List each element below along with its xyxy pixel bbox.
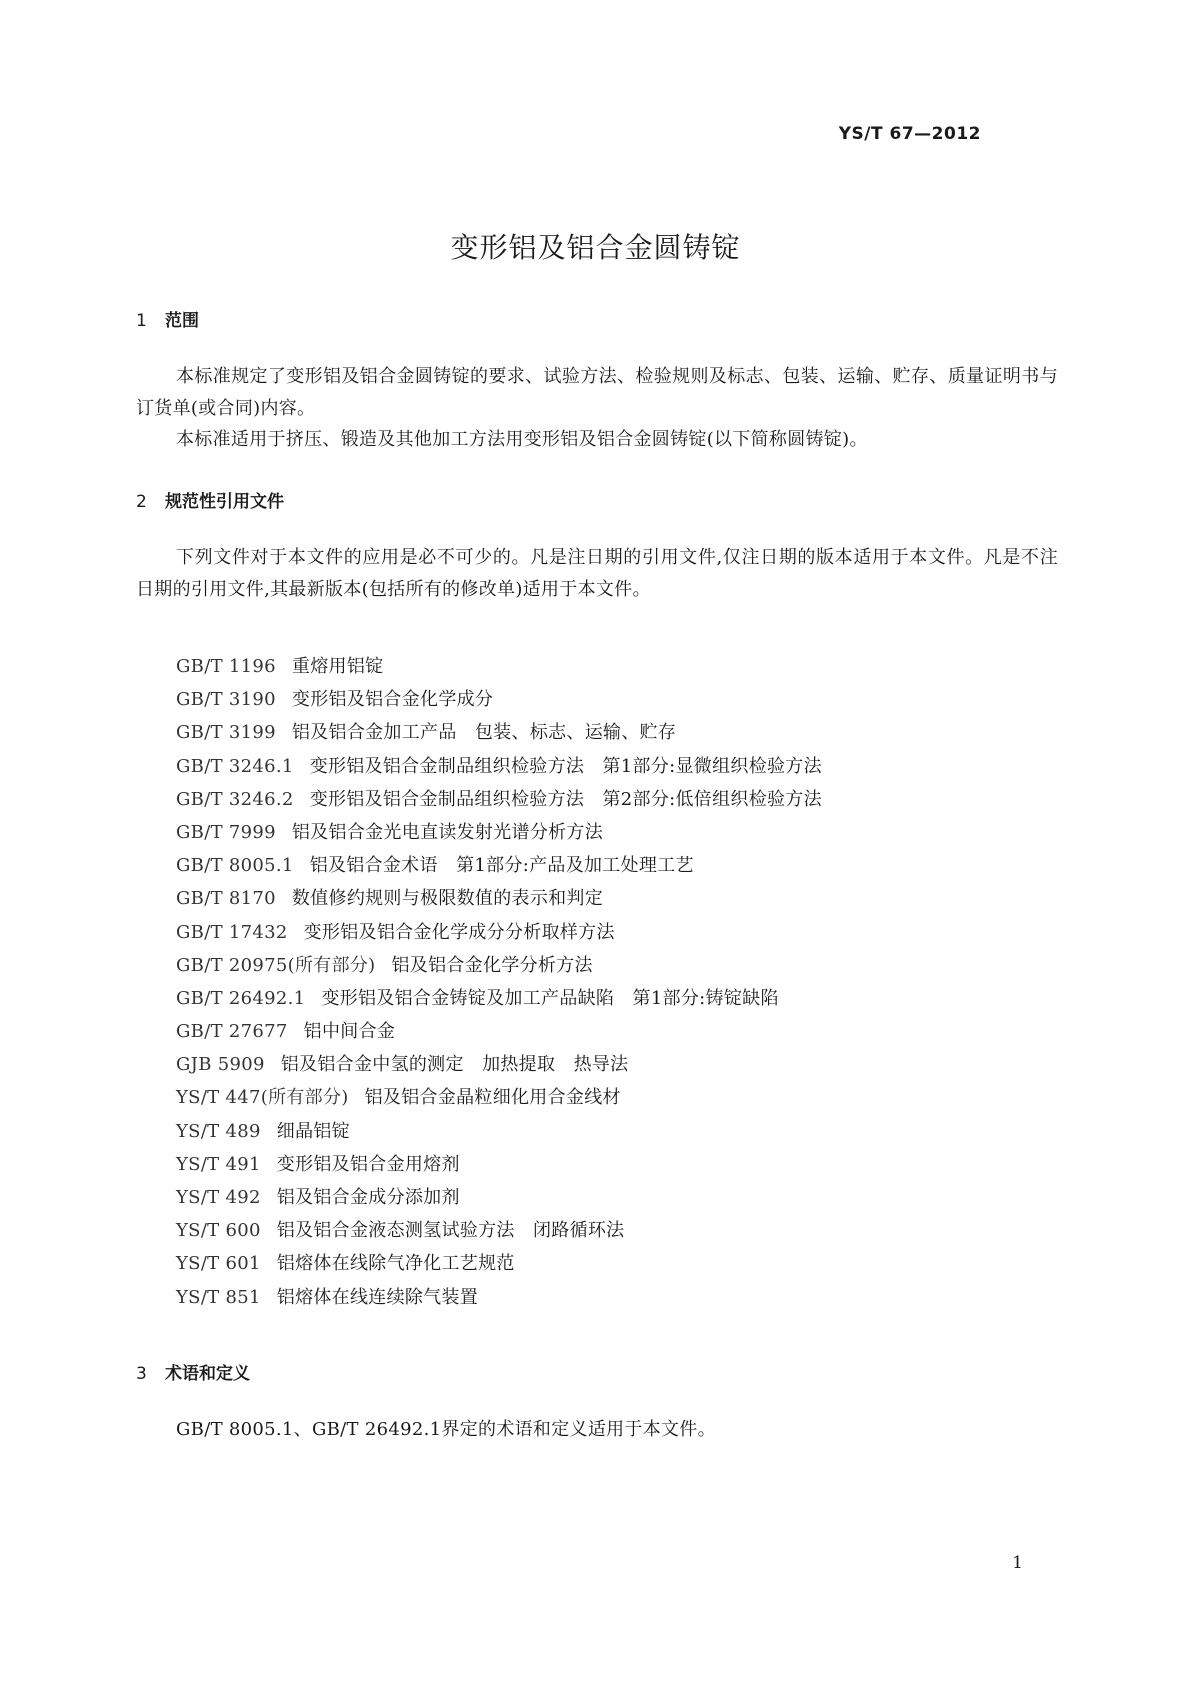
paragraph: 本标准适用于挤压、锻造及其他加工方法用变形铝及铝合金圆铸锭(以下简称圆铸锭)。 xyxy=(176,429,868,450)
reference-code: GB/T 17432 xyxy=(176,921,288,943)
reference-item xyxy=(176,750,822,783)
reference-title: 铝及铝合金加工产品 包装、标志、运输、贮存 xyxy=(291,722,677,744)
reference-code: YS/T 492 xyxy=(176,1187,261,1208)
standard-code: YS/T 67—2012 xyxy=(838,124,981,144)
reference-title: 变形铝及铝合金制品组织检验方法 第2部分:低倍组织检验方法 xyxy=(309,788,822,810)
section-1-heading xyxy=(136,306,199,331)
paragraph: 本标准规定了变形铝及铝合金圆铸锭的要求、试验方法、检验规则及标志、包装、运输、贮存、质量证明书与订货单(或合同)内容。 xyxy=(136,366,1058,419)
reference-item xyxy=(176,683,822,716)
reference-code: YS/T 601 xyxy=(176,1253,261,1275)
reference-item xyxy=(176,1281,822,1314)
reference-title: 铝及铝合金光电直读发射光谱分析方法 xyxy=(291,821,604,843)
reference-title: 铝及铝合金中氢的测定 加热提取 热导法 xyxy=(280,1054,629,1076)
reference-code: GB/T 3246.1 xyxy=(176,755,294,777)
reference-title: 变形铝及铝合金用熔剂 xyxy=(276,1153,460,1175)
reference-title: 铝及铝合金化学分析方法 xyxy=(391,954,593,976)
reference-item xyxy=(176,1115,822,1148)
paragraph: 下列文件对于本文件的应用是必不可少的。凡是注日期的引用文件,仅注日期的版本适用于本文件。凡是不注日期的引用文件,其最新版本(包括所有的修改单)适用于本文件。 xyxy=(136,547,1058,600)
reference-code: GB/T 26492.1 xyxy=(176,987,306,1009)
reference-title: 铝及铝合金成分添加剂 xyxy=(276,1187,460,1208)
reference-code: GB/T 7999 xyxy=(176,821,276,843)
reference-item xyxy=(176,716,822,749)
reference-code: GB/T 8005.1 xyxy=(176,855,294,877)
reference-item xyxy=(176,949,822,982)
section-number: 1 xyxy=(136,311,147,331)
reference-title: 铝中间合金 xyxy=(303,1021,396,1043)
reference-title: 重熔用铝锭 xyxy=(291,656,384,677)
section-title: 规范性引用文件 xyxy=(165,492,284,512)
reference-title: 铝及铝合金晶粒细化用合金线材 xyxy=(364,1087,621,1109)
reference-item xyxy=(176,1148,822,1181)
reference-title: 铝及铝合金术语 第1部分:产品及加工处理工艺 xyxy=(309,855,694,877)
document-title: 变形铝及铝合金圆铸锭 xyxy=(450,231,741,264)
reference-code: GB/T 3199 xyxy=(176,722,276,744)
reference-code: YS/T 600 xyxy=(176,1220,261,1242)
reference-code: YS/T 851 xyxy=(176,1286,261,1308)
reference-code: YS/T 491 xyxy=(176,1153,261,1175)
reference-item xyxy=(176,882,822,915)
reference-code: GB/T 3190 xyxy=(176,689,276,711)
reference-title: 变形铝及铝合金铸锭及加工产品缺陷 第1部分:铸锭缺陷 xyxy=(321,987,779,1009)
reference-title: 变形铝及铝合金制品组织检验方法 第1部分:显微组织检验方法 xyxy=(309,755,822,777)
reference-title: 数值修约规则与极限数值的表示和判定 xyxy=(291,888,604,910)
reference-item xyxy=(176,783,822,816)
reference-title: 铝熔体在线除气净化工艺规范 xyxy=(276,1253,515,1275)
section-3-heading xyxy=(136,1359,250,1384)
reference-code: YS/T 489 xyxy=(176,1120,261,1142)
reference-item xyxy=(176,1247,822,1280)
reference-title: 细晶铝锭 xyxy=(276,1120,350,1142)
page-number: 1 xyxy=(1012,1553,1023,1573)
reference-item xyxy=(176,816,822,849)
reference-code: YS/T 447(所有部分) xyxy=(176,1087,349,1109)
section-number: 2 xyxy=(136,492,147,512)
reference-item xyxy=(176,1181,822,1214)
reference-item xyxy=(176,650,822,683)
reference-item xyxy=(176,1015,822,1048)
reference-item xyxy=(176,982,822,1015)
reference-code: GJB 5909 xyxy=(176,1054,265,1076)
section-2-heading xyxy=(136,487,284,512)
section-title: 术语和定义 xyxy=(165,1364,250,1384)
section-number: 3 xyxy=(136,1364,147,1384)
reference-item xyxy=(176,1048,822,1081)
reference-code: GB/T 8170 xyxy=(176,888,276,910)
reference-title: 变形铝及铝合金化学成分分析取样方法 xyxy=(303,921,615,943)
reference-list xyxy=(176,650,822,1314)
reference-code: GB/T 1196 xyxy=(176,656,276,677)
reference-title: 铝及铝合金液态测氢试验方法 闭路循环法 xyxy=(276,1220,625,1242)
section-title: 范围 xyxy=(165,311,199,331)
paragraph: GB/T 8005.1、GB/T 26492.1界定的术语和定义适用于本文件。 xyxy=(176,1419,716,1440)
reference-code: GB/T 3246.2 xyxy=(176,788,294,810)
reference-code: GB/T 27677 xyxy=(176,1021,288,1043)
reference-title: 铝熔体在线连续除气装置 xyxy=(276,1286,479,1308)
reference-code: GB/T 20975(所有部分) xyxy=(176,954,376,976)
reference-item xyxy=(176,916,822,949)
reference-item xyxy=(176,849,822,882)
reference-item xyxy=(176,1214,822,1247)
reference-item xyxy=(176,1081,822,1114)
reference-title: 变形铝及铝合金化学成分 xyxy=(291,689,494,711)
